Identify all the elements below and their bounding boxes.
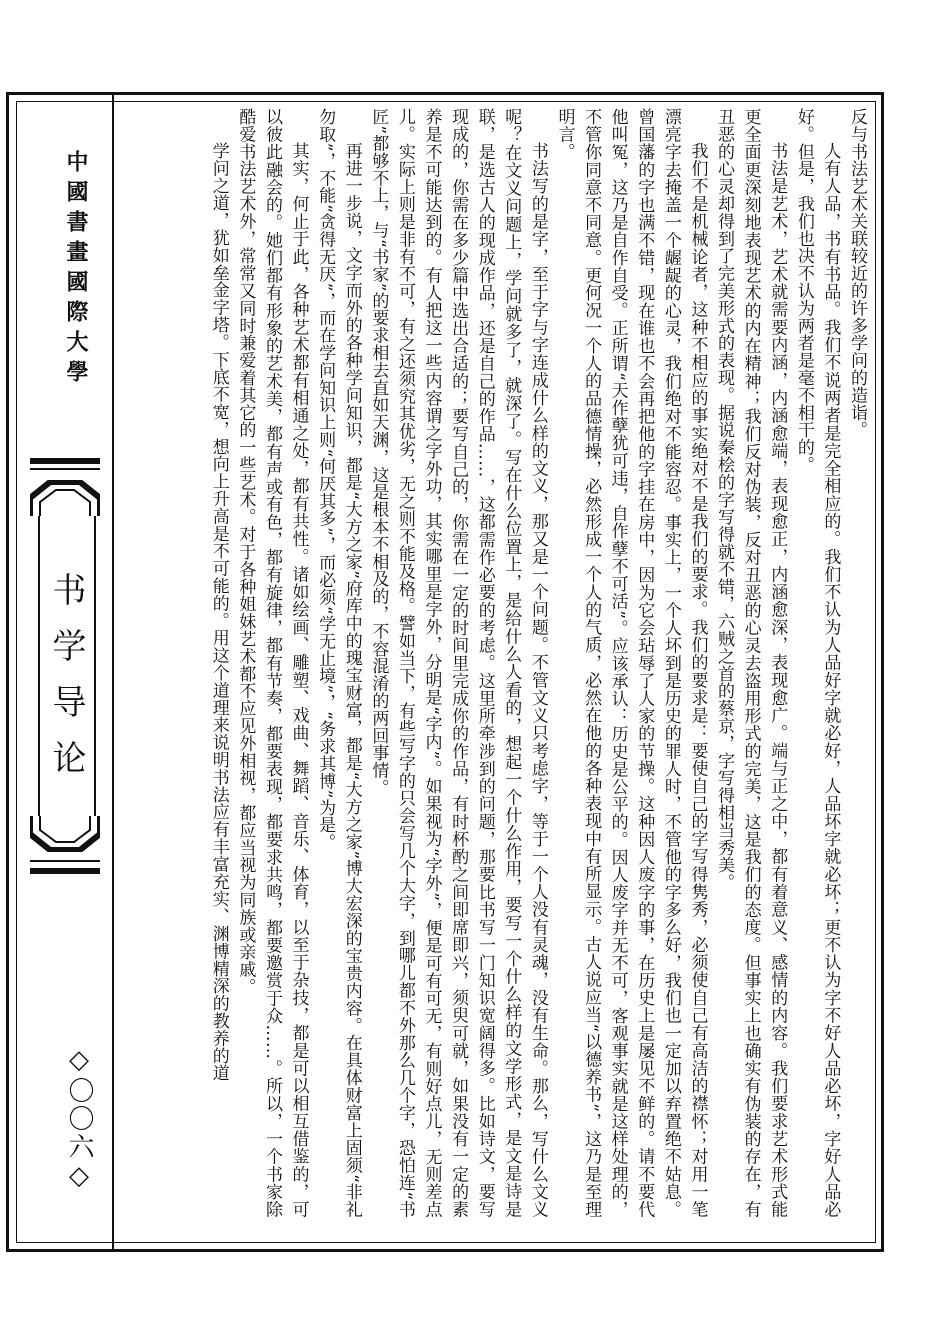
- paragraph: 其实，何止于此，各种艺术都有相通之处，都有共性。诸如绘画、雕塑、戏曲、舞蹈、音乐、体育，以至于杂技，都是可以相互借鉴的，可以彼此融会的。她们都有形象的艺术美，都有声或有色，都有旋律，都有节奏，都要表现，都要求共鸣，都要邀赏于众……。所以，一个书家除酷爱书法艺术外，常常又同时兼爱着其它的一些艺术。对于各种姐妹艺术都不应见外相视，都应当视为同族或亲戚。: [235, 108, 309, 1218]
- ornament-bar-bottom: [30, 868, 100, 874]
- series-title: 中國書畫國際大學: [63, 150, 88, 390]
- paragraph: 人有人品，书有书品。我们不说两者是完全相应的。我们不认为人品好字就必好，人品坏字就必坏；更不认为字不好人品必坏，字好人品必好。但是，我们也决不认为两者是毫不相干的。: [793, 108, 841, 1218]
- paragraph: 反与书法艺术关联较近的许多学问的造诣。: [847, 108, 867, 439]
- ornament-line-bottom: [30, 860, 100, 862]
- vertical-text-body: [128, 108, 870, 1218]
- paragraph: 书法是艺术，艺术就需要内涵，内涵愈端，表现愈正，内涵愈深，表现愈广。端与正之中，都有着意义、感情的内容。我们要求艺术形式能更全面更深刻地表现艺术的内在精神；我们反对伪装，反对丑恶的心灵去盗用形式的完美，这是我们的态度。但事实上也确实有伪装的存在，有丑恶的心灵却得到了完美形式的表现。据说秦桧的字写得就不错，六贼之首的蔡京，字写得相当秀美。: [714, 108, 788, 1218]
- paragraph: 书法写的是字，至于字与字连成什么样的文义，那又是一个问题。不管文义只考虑字，等于一个人没有灵魂，没有生命。那么，写什么文义呢？在文义问题上，学问就多了，就深了。写在什么位置上，是给什么人看的，想起一个什么作用，要写一个什么样的文学形式，是文是诗是联，是选古人的现成作品，还是自己的作品……，这都需作必要的考虑。这里所牵涉到的问题，那要比书写一门知识宽阔得多。比如诗文，要写现成的，你需在多少篇中选出合适的；要写自己的，你需在一定的时间里完成你的作品，有时杯酌之间即席即兴，须臾可就，如果没有一定的素养是不可能达到的。有人把这一些内容谓之字外功，其实哪里是字外，分明是“字内”。如果视为“字外”，便是可有可无，有则好点儿，无则差点儿。实际上则是非有不可，有之还须究其优劣，无之则不能及格。譬如当下，有些写字的只会写几个大字，到哪儿都不外那么几个字，恐怕连“书匠”都够不上，与“书家”的要求相去直如天渊，这是根本不相及的，不容混淆的两回事情。: [368, 108, 548, 1218]
- page-number: ◇〇〇六◇: [64, 1045, 94, 1193]
- paragraph: 再进一步说，文字而外的各种学问知识，都是“大方之家”府库中的瑰宝财富，都是“大方之家”博大宏深的宝贵内容。在具体财富上固须“非礼勿取”，不能“贪得无厌”，而在学问知识上则“何厌其多”，而必须“学无止境”，“务求其博”为是。: [315, 108, 362, 1218]
- ornament-cap-top: [30, 480, 100, 516]
- paragraph: 我们不是机械论者，这种不相应的事实绝对不是我们的要求。我们的要求是：要使自己的字写得隽秀，必须使自己有高洁的襟怀；对用一笔漂亮字去掩盖一个龌龊的心灵，我们绝对不能容忍。事实上，一个人坏到是历史的罪人时，不管他的字多么好，我们也一定加以弃置绝不姑息。曾国藩的字也满不错，现在谁也不会再把他的字挂在房中，因为它会玷辱了人家的节操。这种因人废字的事，在历史上是屡见不鲜的。请不要代他叫冤，这乃是自作自受。正所谓“天作孽犹可违，自作孽不可活”。应该承认：历史是公平的。因人废字并无不可，客观事实就是这样处理的，不管你同意不同意。更何况一个人的品德情操，必然形成一个人的气质，必然在他的各种表现中有所显示。古人说应当“以德养书”，这乃是至理明言。: [554, 108, 708, 1218]
- ornament-line-top: [30, 468, 100, 470]
- main-text-area: [128, 108, 870, 1236]
- ornament-bar-top: [30, 458, 100, 464]
- book-title: 书学导论: [46, 572, 86, 796]
- paragraph: 学问之道，犹如垒金字塔。下底不宽，想向上升高是不可能的。用这个道理来说明书法应有丰富充实、渊博精深的教养的道: [208, 142, 229, 1082]
- ornament-cap-bottom: [30, 816, 100, 852]
